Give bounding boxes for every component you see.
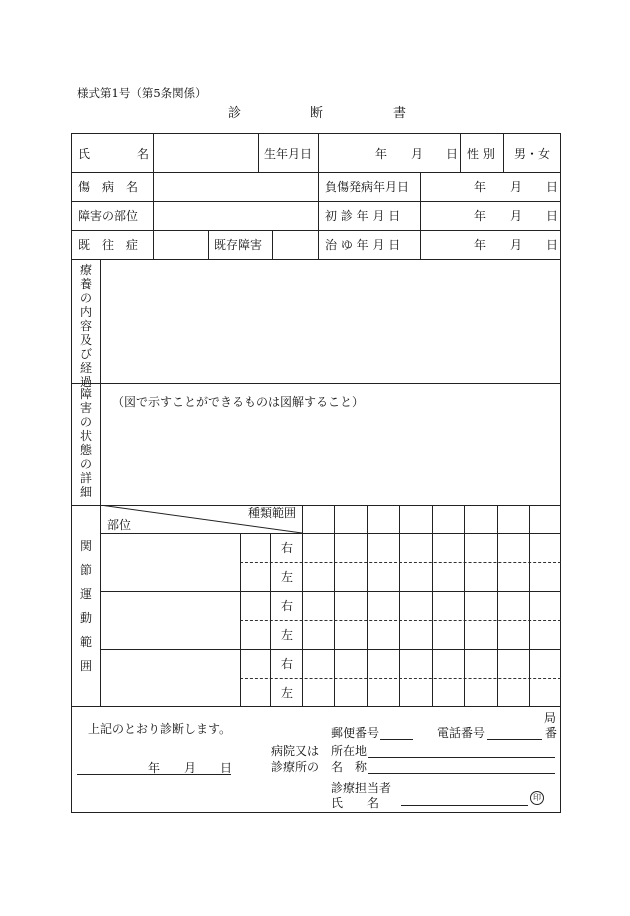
treatment-label: 療養の内容及び経過 [79,263,92,389]
col-rom-grid-0 [302,505,303,706]
cure-date-label: 治 ゆ 年 月 日 [325,238,401,252]
form-number: 様式第1号（第5条関係） [77,86,207,100]
col-existing-left [208,230,209,259]
onset-date-label: 負傷発病年月日 [325,180,410,194]
cure-day-label: 日 [546,238,559,252]
hospital-label-1: 病院又は [271,744,320,758]
col-date-left [420,172,421,259]
rule-rom-1-bottom [100,591,561,592]
col-rom-grid-7 [529,505,530,706]
onset-year-label: 年 [474,180,487,194]
first-visit-year-label: 年 [474,209,487,223]
col-rom-grid-3 [399,505,400,706]
col-sex-right [503,133,504,172]
existing-disability-field[interactable] [273,231,317,258]
issue-date-line[interactable] [77,774,231,775]
rom-3-left-label: 左 [281,686,294,700]
rule-rom-3-mid [240,678,561,679]
facility-name-line[interactable] [368,773,555,774]
rom-label: 関節運動範囲 [79,539,92,673]
existing-disability-label: 既存障害 [214,238,263,252]
rule-rom-header-bottom [100,533,561,534]
col-rom-grid-4 [432,505,433,706]
rom-2-left-label: 左 [281,628,294,642]
title-char-3: 書 [393,106,407,121]
col-sex-left [460,133,461,172]
history-field[interactable] [154,231,207,258]
footer-month-label: 月 [184,761,197,775]
doctor-name-label: 氏 名 [331,796,380,810]
disability-site-field[interactable] [154,202,317,229]
birthdate-label: 生年月日 [264,147,313,161]
rule-rom-1-mid [240,562,561,563]
postal-label: 郵便番号 [331,726,380,740]
rule-rom-2-bottom [100,649,561,650]
cure-month-label: 月 [510,238,523,252]
phone-line[interactable] [487,739,542,740]
address-line[interactable] [368,757,555,758]
condition-field[interactable] [101,412,560,504]
certify-statement: 上記のとおり診断します。 [88,722,232,736]
condition-label: 障害の状態の詳細 [79,387,92,499]
col-rom-grid-2 [367,505,368,706]
col-rom-grid-5 [464,505,465,706]
col-rom-site [240,533,241,706]
phone-label: 電話番号 [437,726,486,740]
history-label: 既 往 症 [78,238,139,252]
rom-3-right-label: 右 [281,657,294,671]
rule-treatment-bottom [71,383,561,384]
birthdate-field[interactable] [319,134,459,171]
birth-month-label: 月 [411,147,424,161]
rom-header-site: 部位 [107,518,132,532]
rule-rom-2-mid [240,620,561,621]
postal-code-line[interactable] [380,739,413,740]
col-rom-grid-1 [334,505,335,706]
name-label-char-2: 名 [137,147,150,161]
birth-day-label: 日 [446,147,459,161]
hospital-label-2: 診療所の [271,760,320,774]
col-rom-side [270,533,271,706]
col-rom-grid-6 [497,505,498,706]
first-visit-month-label: 月 [510,209,523,223]
footer-year-label: 年 [148,761,161,775]
treatment-field[interactable] [101,260,560,382]
rom-2-right-label: 右 [281,599,294,613]
rule-rom-bottom [71,706,561,707]
birth-year-label: 年 [375,147,388,161]
title-char-1: 診 [228,106,242,121]
kyoku-label: 局 [544,711,557,725]
facility-name-label: 名 称 [331,760,368,774]
rom-1-left-label: 左 [281,570,294,584]
footer-day-label: 日 [220,761,233,775]
first-visit-day-label: 日 [546,209,559,223]
sex-label: 性 別 [467,147,495,161]
rom-1-right-label: 右 [281,541,294,555]
onset-month-label: 月 [510,180,523,194]
injury-field[interactable] [154,173,317,200]
disability-site-label: 障害の部位 [78,209,139,223]
sex-choice[interactable]: 男・女 [514,147,551,161]
cure-year-label: 年 [474,238,487,252]
ban-label: 番 [545,726,558,740]
rom-header-type-range: 種類範囲 [248,506,297,520]
onset-day-label: 日 [546,180,559,194]
name-label-char-1: 氏 [78,147,91,161]
address-label: 所在地 [331,744,368,758]
seal-mark: 印 [530,791,544,805]
doctor-name-line[interactable] [401,805,528,806]
condition-note: （図で示すことができるものは図解すること） [112,395,365,409]
doctor-label: 診療担当者 [331,781,392,795]
name-field[interactable] [154,134,257,171]
title-char-2: 断 [310,106,324,121]
col-birth-left [258,133,259,172]
injury-label: 傷 病 名 [78,180,139,194]
first-visit-label: 初 診 年 月 日 [325,209,401,223]
